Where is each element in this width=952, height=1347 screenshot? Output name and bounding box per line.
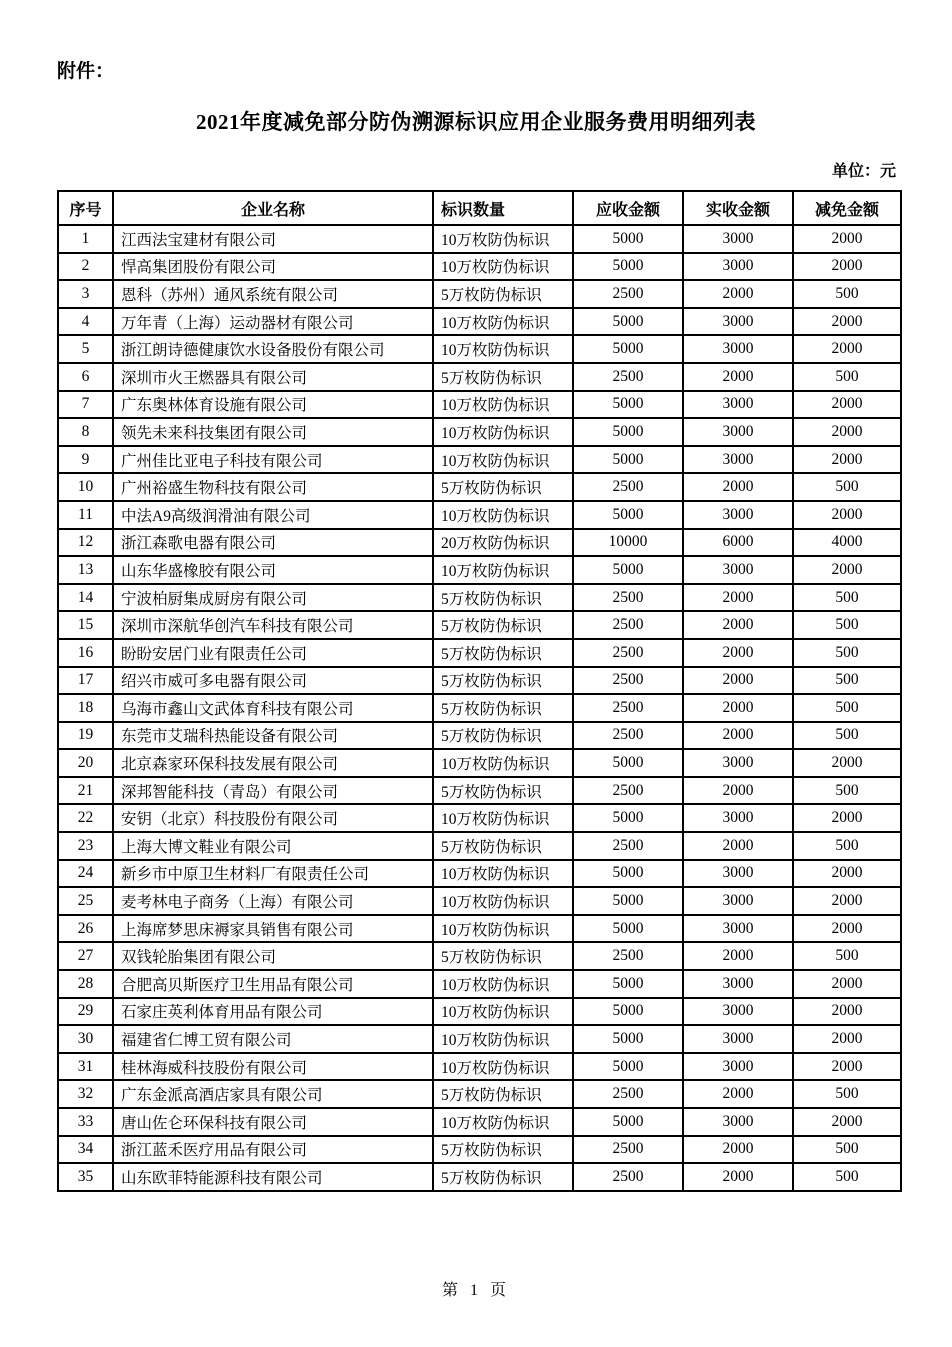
quantity-cell: 10万枚防伪标识	[433, 308, 573, 336]
seq-cell: 3	[58, 280, 113, 308]
reduction-amount-cell: 500	[793, 1163, 901, 1191]
table-row	[58, 1136, 901, 1164]
company-name-cell: 浙江朗诗德健康饮水设备股份有限公司	[113, 335, 433, 363]
seq-cell: 22	[58, 804, 113, 832]
quantity-cell: 5万枚防伪标识	[433, 1080, 573, 1108]
company-name-cell: 北京森家环保科技发展有限公司	[113, 749, 433, 777]
reduction-amount-cell: 2000	[793, 749, 901, 777]
quantity-cell: 5万枚防伪标识	[433, 363, 573, 391]
seq-cell: 25	[58, 887, 113, 915]
table-row	[58, 501, 901, 529]
received-amount-cell: 3000	[683, 887, 793, 915]
receivable-amount-cell: 2500	[573, 694, 683, 722]
receivable-amount-cell: 5000	[573, 225, 683, 253]
received-amount-cell: 3000	[683, 501, 793, 529]
table-row	[58, 253, 901, 281]
company-name-cell: 山东欧菲特能源科技有限公司	[113, 1163, 433, 1191]
reduction-amount-cell: 500	[793, 942, 901, 970]
received-amount-cell: 3000	[683, 391, 793, 419]
seq-cell: 21	[58, 777, 113, 805]
seq-cell: 20	[58, 749, 113, 777]
received-amount-cell: 3000	[683, 418, 793, 446]
company-name-cell: 浙江森歌电器有限公司	[113, 529, 433, 557]
company-name-cell: 绍兴市威可多电器有限公司	[113, 667, 433, 695]
received-amount-cell: 2000	[683, 722, 793, 750]
reduction-amount-cell: 500	[793, 584, 901, 612]
received-amount-cell: 3000	[683, 556, 793, 584]
table-row	[58, 749, 901, 777]
received-amount-cell: 3000	[683, 225, 793, 253]
quantity-cell: 10万枚防伪标识	[433, 391, 573, 419]
reduction-amount-cell: 500	[793, 363, 901, 391]
reduction-amount-cell: 500	[793, 280, 901, 308]
receivable-amount-cell: 2500	[573, 363, 683, 391]
quantity-cell: 10万枚防伪标识	[433, 860, 573, 888]
table-row	[58, 1163, 901, 1191]
company-name-cell: 石家庄英利体育用品有限公司	[113, 998, 433, 1026]
company-name-cell: 麦考林电子商务（上海）有限公司	[113, 887, 433, 915]
seq-cell: 12	[58, 529, 113, 557]
company-name-cell: 深圳市火王燃器具有限公司	[113, 363, 433, 391]
receivable-amount-cell: 2500	[573, 832, 683, 860]
quantity-cell: 10万枚防伪标识	[433, 253, 573, 281]
received-amount-cell: 2000	[683, 832, 793, 860]
received-amount-cell: 2000	[683, 363, 793, 391]
received-amount-cell: 3000	[683, 308, 793, 336]
quantity-cell: 5万枚防伪标识	[433, 280, 573, 308]
company-name-cell: 广州裕盛生物科技有限公司	[113, 473, 433, 501]
company-name-cell: 悍高集团股份有限公司	[113, 253, 433, 281]
reduction-amount-cell: 2000	[793, 253, 901, 281]
reduction-amount-cell: 500	[793, 611, 901, 639]
table-row	[58, 529, 901, 557]
table-row	[58, 667, 901, 695]
company-name-cell: 双钱轮胎集团有限公司	[113, 942, 433, 970]
received-amount-cell: 6000	[683, 529, 793, 557]
quantity-cell: 10万枚防伪标识	[433, 225, 573, 253]
reduction-amount-cell: 500	[793, 694, 901, 722]
attachment-label: 附件：	[57, 61, 115, 82]
receivable-amount-cell: 2500	[573, 611, 683, 639]
seq-cell: 17	[58, 667, 113, 695]
quantity-cell: 10万枚防伪标识	[433, 1025, 573, 1053]
received-amount-cell: 3000	[683, 1053, 793, 1081]
seq-cell: 14	[58, 584, 113, 612]
table-header-row	[58, 191, 901, 225]
table-row	[58, 225, 901, 253]
receivable-amount-cell: 10000	[573, 529, 683, 557]
receivable-amount-cell: 5000	[573, 253, 683, 281]
table-row	[58, 1025, 901, 1053]
quantity-cell: 5万枚防伪标识	[433, 639, 573, 667]
table-row	[58, 887, 901, 915]
reduction-amount-cell: 500	[793, 1080, 901, 1108]
receivable-amount-cell: 5000	[573, 804, 683, 832]
company-name-cell: 山东华盛橡胶有限公司	[113, 556, 433, 584]
seq-cell: 9	[58, 446, 113, 474]
seq-cell: 13	[58, 556, 113, 584]
received-amount-cell: 3000	[683, 915, 793, 943]
unit-label: 单位：元	[831, 163, 896, 180]
received-amount-cell: 3000	[683, 749, 793, 777]
page-title: 2021年度减免部分防伪溯源标识应用企业服务费用明细列表	[196, 110, 756, 134]
table-row	[58, 363, 901, 391]
table-row	[58, 970, 901, 998]
received-amount-cell: 3000	[683, 970, 793, 998]
reduction-amount-cell: 2000	[793, 804, 901, 832]
company-name-cell: 新乡市中原卫生材料厂有限责任公司	[113, 860, 433, 888]
table-row	[58, 446, 901, 474]
table-row	[58, 611, 901, 639]
column-header-received: 实收金额	[683, 191, 793, 225]
received-amount-cell: 3000	[683, 335, 793, 363]
received-amount-cell: 2000	[683, 694, 793, 722]
table-row	[58, 804, 901, 832]
table-row	[58, 1108, 901, 1136]
seq-cell: 32	[58, 1080, 113, 1108]
company-name-cell: 深邦智能科技（青岛）有限公司	[113, 777, 433, 805]
table-row	[58, 308, 901, 336]
receivable-amount-cell: 5000	[573, 1108, 683, 1136]
table-row	[58, 1053, 901, 1081]
table-row	[58, 777, 901, 805]
column-header-seq: 序号	[58, 191, 113, 225]
received-amount-cell: 3000	[683, 860, 793, 888]
company-name-cell: 中法A9高级润滑油有限公司	[113, 501, 433, 529]
receivable-amount-cell: 5000	[573, 915, 683, 943]
table-row	[58, 418, 901, 446]
received-amount-cell: 2000	[683, 1136, 793, 1164]
received-amount-cell: 2000	[683, 473, 793, 501]
company-name-cell: 恩科（苏州）通风系统有限公司	[113, 280, 433, 308]
seq-cell: 6	[58, 363, 113, 391]
reduction-amount-cell: 2000	[793, 887, 901, 915]
table-row	[58, 722, 901, 750]
seq-cell: 31	[58, 1053, 113, 1081]
receivable-amount-cell: 5000	[573, 970, 683, 998]
receivable-amount-cell: 5000	[573, 446, 683, 474]
received-amount-cell: 2000	[683, 280, 793, 308]
receivable-amount-cell: 5000	[573, 556, 683, 584]
receivable-amount-cell: 5000	[573, 391, 683, 419]
reduction-amount-cell: 500	[793, 473, 901, 501]
receivable-amount-cell: 5000	[573, 501, 683, 529]
reduction-amount-cell: 2000	[793, 556, 901, 584]
receivable-amount-cell: 2500	[573, 584, 683, 612]
seq-cell: 1	[58, 225, 113, 253]
table-row	[58, 639, 901, 667]
table-row	[58, 556, 901, 584]
receivable-amount-cell: 2500	[573, 1136, 683, 1164]
company-name-cell: 广东金派高酒店家具有限公司	[113, 1080, 433, 1108]
reduction-amount-cell: 2000	[793, 501, 901, 529]
seq-cell: 29	[58, 998, 113, 1026]
receivable-amount-cell: 2500	[573, 942, 683, 970]
table-row	[58, 391, 901, 419]
quantity-cell: 10万枚防伪标识	[433, 749, 573, 777]
receivable-amount-cell: 2500	[573, 280, 683, 308]
company-name-cell: 领先未来科技集团有限公司	[113, 418, 433, 446]
seq-cell: 2	[58, 253, 113, 281]
quantity-cell: 5万枚防伪标识	[433, 611, 573, 639]
seq-cell: 30	[58, 1025, 113, 1053]
quantity-cell: 5万枚防伪标识	[433, 722, 573, 750]
quantity-cell: 10万枚防伪标识	[433, 970, 573, 998]
seq-cell: 8	[58, 418, 113, 446]
received-amount-cell: 2000	[683, 1080, 793, 1108]
receivable-amount-cell: 2500	[573, 639, 683, 667]
seq-cell: 33	[58, 1108, 113, 1136]
company-name-cell: 宁波柏厨集成厨房有限公司	[113, 584, 433, 612]
quantity-cell: 10万枚防伪标识	[433, 1108, 573, 1136]
received-amount-cell: 3000	[683, 446, 793, 474]
quantity-cell: 5万枚防伪标识	[433, 584, 573, 612]
seq-cell: 16	[58, 639, 113, 667]
table-row	[58, 335, 901, 363]
table-row	[58, 473, 901, 501]
reduction-amount-cell: 2000	[793, 1053, 901, 1081]
receivable-amount-cell: 2500	[573, 667, 683, 695]
receivable-amount-cell: 2500	[573, 777, 683, 805]
quantity-cell: 10万枚防伪标识	[433, 446, 573, 474]
quantity-cell: 5万枚防伪标识	[433, 777, 573, 805]
received-amount-cell: 2000	[683, 611, 793, 639]
quantity-cell: 5万枚防伪标识	[433, 1163, 573, 1191]
seq-cell: 34	[58, 1136, 113, 1164]
reduction-amount-cell: 500	[793, 639, 901, 667]
received-amount-cell: 2000	[683, 942, 793, 970]
company-name-cell: 合肥高贝斯医疗卫生用品有限公司	[113, 970, 433, 998]
company-name-cell: 上海席梦思床褥家具销售有限公司	[113, 915, 433, 943]
seq-cell: 28	[58, 970, 113, 998]
table-row	[58, 998, 901, 1026]
quantity-cell: 10万枚防伪标识	[433, 556, 573, 584]
receivable-amount-cell: 5000	[573, 335, 683, 363]
reduction-amount-cell: 500	[793, 722, 901, 750]
receivable-amount-cell: 2500	[573, 1080, 683, 1108]
company-name-cell: 安钥（北京）科技股份有限公司	[113, 804, 433, 832]
received-amount-cell: 3000	[683, 998, 793, 1026]
quantity-cell: 10万枚防伪标识	[433, 915, 573, 943]
reduction-amount-cell: 500	[793, 777, 901, 805]
company-name-cell: 江西法宝建材有限公司	[113, 225, 433, 253]
quantity-cell: 5万枚防伪标识	[433, 1136, 573, 1164]
reduction-amount-cell: 2000	[793, 998, 901, 1026]
receivable-amount-cell: 5000	[573, 998, 683, 1026]
company-name-cell: 上海大博文鞋业有限公司	[113, 832, 433, 860]
company-name-cell: 万年青（上海）运动器材有限公司	[113, 308, 433, 336]
seq-cell: 5	[58, 335, 113, 363]
receivable-amount-cell: 5000	[573, 1025, 683, 1053]
company-name-cell: 广东奥林体育设施有限公司	[113, 391, 433, 419]
received-amount-cell: 2000	[683, 1163, 793, 1191]
company-name-cell: 福建省仁博工贸有限公司	[113, 1025, 433, 1053]
quantity-cell: 5万枚防伪标识	[433, 473, 573, 501]
quantity-cell: 10万枚防伪标识	[433, 887, 573, 915]
company-name-cell: 桂林海威科技股份有限公司	[113, 1053, 433, 1081]
column-header-quantity: 标识数量	[433, 191, 573, 225]
reduction-amount-cell: 2000	[793, 1025, 901, 1053]
reduction-amount-cell: 500	[793, 832, 901, 860]
receivable-amount-cell: 2500	[573, 722, 683, 750]
reduction-amount-cell: 2000	[793, 446, 901, 474]
seq-cell: 4	[58, 308, 113, 336]
received-amount-cell: 3000	[683, 804, 793, 832]
seq-cell: 18	[58, 694, 113, 722]
reduction-amount-cell: 2000	[793, 225, 901, 253]
table-row	[58, 860, 901, 888]
table-row	[58, 694, 901, 722]
receivable-amount-cell: 2500	[573, 1163, 683, 1191]
quantity-cell: 5万枚防伪标识	[433, 667, 573, 695]
column-header-reduction: 减免金额	[793, 191, 901, 225]
table-row	[58, 280, 901, 308]
table-row	[58, 915, 901, 943]
receivable-amount-cell: 5000	[573, 1053, 683, 1081]
seq-cell: 26	[58, 915, 113, 943]
seq-cell: 15	[58, 611, 113, 639]
receivable-amount-cell: 5000	[573, 308, 683, 336]
company-name-cell: 盼盼安居门业有限责任公司	[113, 639, 433, 667]
seq-cell: 10	[58, 473, 113, 501]
seq-cell: 24	[58, 860, 113, 888]
reduction-amount-cell: 2000	[793, 1108, 901, 1136]
seq-cell: 35	[58, 1163, 113, 1191]
table-row	[58, 584, 901, 612]
table-row	[58, 942, 901, 970]
table-row	[58, 1080, 901, 1108]
quantity-cell: 10万枚防伪标识	[433, 804, 573, 832]
page-number: 第 1 页	[441, 1282, 510, 1299]
received-amount-cell: 2000	[683, 667, 793, 695]
quantity-cell: 5万枚防伪标识	[433, 694, 573, 722]
column-header-receivable: 应收金额	[573, 191, 683, 225]
company-name-cell: 深圳市深航华创汽车科技有限公司	[113, 611, 433, 639]
quantity-cell: 10万枚防伪标识	[433, 1053, 573, 1081]
seq-cell: 19	[58, 722, 113, 750]
table-row	[58, 832, 901, 860]
received-amount-cell: 2000	[683, 639, 793, 667]
reduction-amount-cell: 2000	[793, 418, 901, 446]
column-header-company: 企业名称	[113, 191, 433, 225]
receivable-amount-cell: 5000	[573, 860, 683, 888]
quantity-cell: 10万枚防伪标识	[433, 335, 573, 363]
receivable-amount-cell: 5000	[573, 887, 683, 915]
seq-cell: 27	[58, 942, 113, 970]
company-name-cell: 东莞市艾瑞科热能设备有限公司	[113, 722, 433, 750]
table-body	[58, 225, 901, 1191]
reduction-amount-cell: 2000	[793, 335, 901, 363]
receivable-amount-cell: 5000	[573, 749, 683, 777]
company-name-cell: 唐山佐仑环保科技有限公司	[113, 1108, 433, 1136]
seq-cell: 7	[58, 391, 113, 419]
reduction-amount-cell: 2000	[793, 308, 901, 336]
reduction-amount-cell: 2000	[793, 970, 901, 998]
seq-cell: 11	[58, 501, 113, 529]
reduction-amount-cell: 2000	[793, 915, 901, 943]
received-amount-cell: 3000	[683, 1025, 793, 1053]
company-name-cell: 浙江蓝禾医疗用品有限公司	[113, 1136, 433, 1164]
quantity-cell: 10万枚防伪标识	[433, 998, 573, 1026]
reduction-amount-cell: 500	[793, 667, 901, 695]
reduction-amount-cell: 2000	[793, 391, 901, 419]
received-amount-cell: 2000	[683, 584, 793, 612]
reduction-amount-cell: 2000	[793, 860, 901, 888]
quantity-cell: 10万枚防伪标识	[433, 501, 573, 529]
fee-table	[57, 190, 902, 1192]
receivable-amount-cell: 2500	[573, 473, 683, 501]
reduction-amount-cell: 500	[793, 1136, 901, 1164]
receivable-amount-cell: 5000	[573, 418, 683, 446]
company-name-cell: 广州佳比亚电子科技有限公司	[113, 446, 433, 474]
reduction-amount-cell: 4000	[793, 529, 901, 557]
quantity-cell: 5万枚防伪标识	[433, 942, 573, 970]
quantity-cell: 20万枚防伪标识	[433, 529, 573, 557]
received-amount-cell: 3000	[683, 253, 793, 281]
received-amount-cell: 3000	[683, 1108, 793, 1136]
received-amount-cell: 2000	[683, 777, 793, 805]
quantity-cell: 5万枚防伪标识	[433, 832, 573, 860]
company-name-cell: 乌海市鑫山文武体育科技有限公司	[113, 694, 433, 722]
seq-cell: 23	[58, 832, 113, 860]
quantity-cell: 10万枚防伪标识	[433, 418, 573, 446]
